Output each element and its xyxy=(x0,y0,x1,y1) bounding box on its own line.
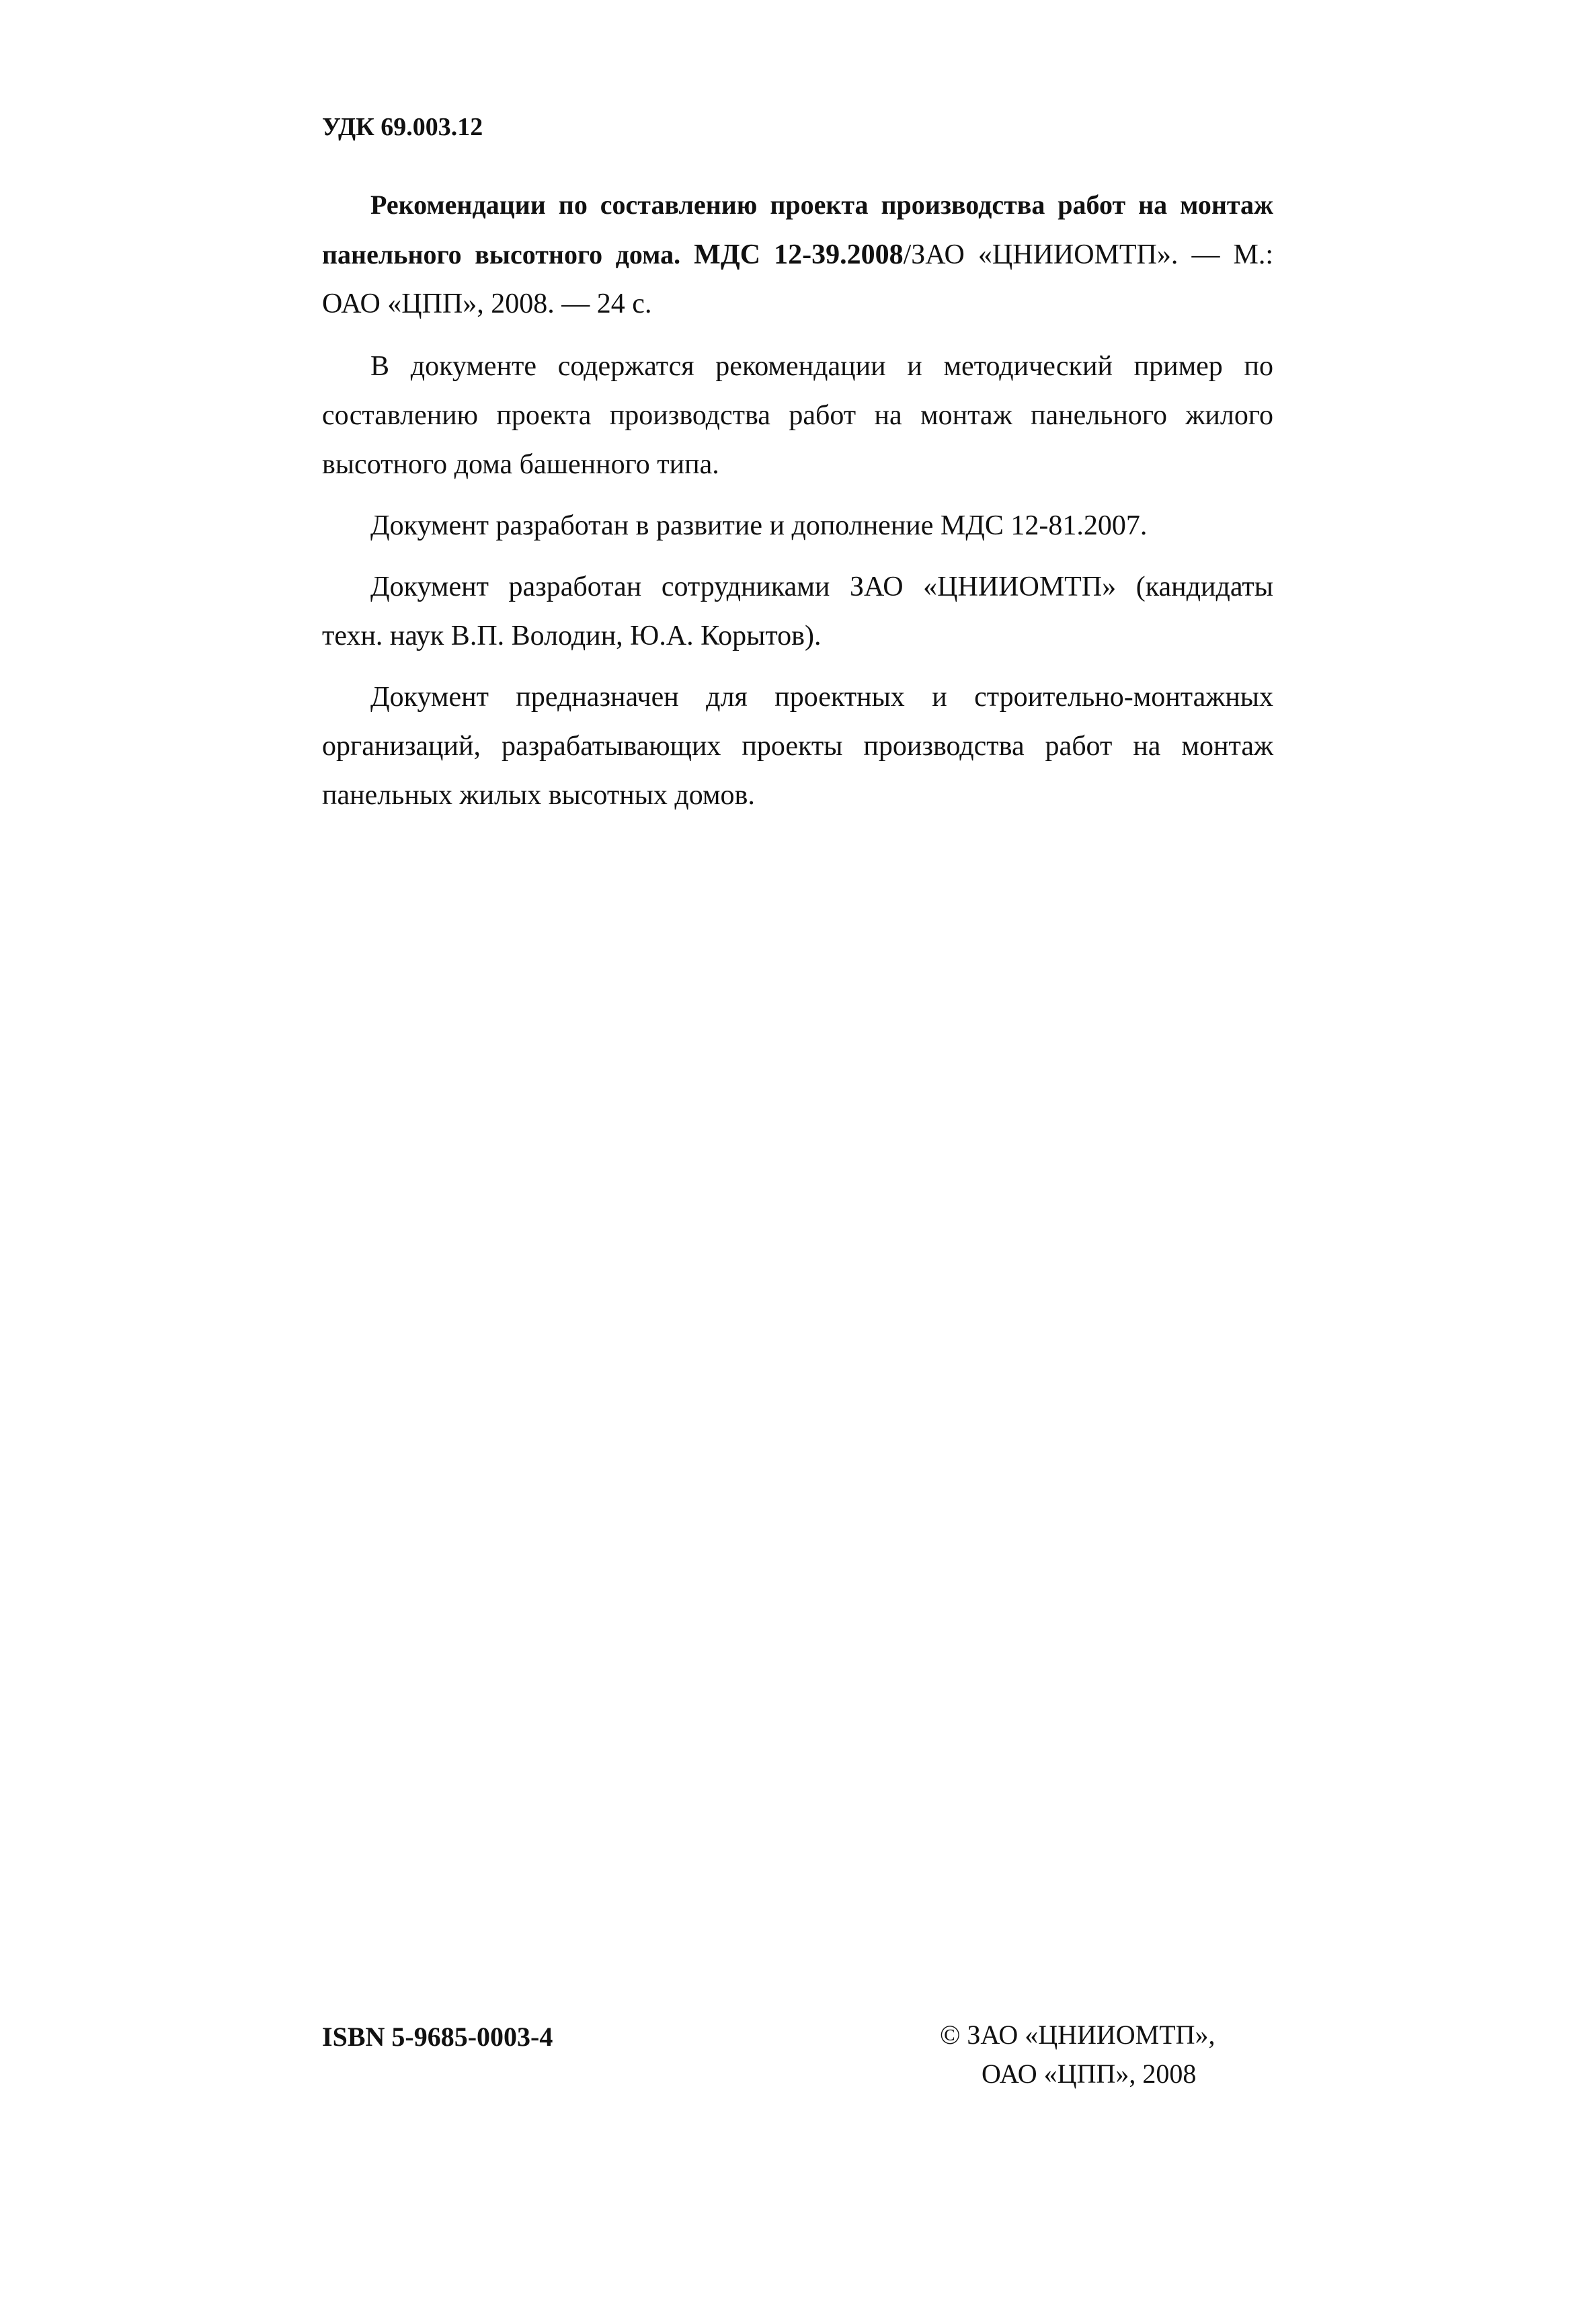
paragraph-purpose: Документ предназначен для проектных и строительно-монтажных организаций, разрабатывающих проекты производства работ на монтаж панельных жилых высотных домов. xyxy=(322,682,1273,811)
paragraph-development: Документ разработан в развитие и дополнение МДС 12-81.2007. xyxy=(370,510,1148,541)
copyright-line-2: ОАО «ЦПП», 2008 xyxy=(982,2059,1197,2089)
citation-title: Рекомендации по составлению проекта производства работ на монтаж панельного высотного дома. xyxy=(322,190,1273,270)
paragraph-authors: Документ разработан сотрудниками ЗАО «ЦНИИОМТП» (кандидаты техн. наук В.П. Володин, Ю.А. Корытов). xyxy=(322,571,1273,651)
copyright-line-1: © ЗАО «ЦНИИОМТП», xyxy=(940,2020,1215,2050)
paragraph-contents: В документе содержатся рекомендации и методический пример по составлению проекта производства работ на монтаж панельного жилого высотного дома башенного типа. xyxy=(322,351,1273,480)
bibliographic-citation xyxy=(322,180,1273,329)
document-body xyxy=(322,180,1273,832)
citation-code: МДС 12-39.2008 xyxy=(694,239,904,270)
udk-code: УДК 69.003.12 xyxy=(322,113,483,141)
isbn: ISBN 5-9685-0003-4 xyxy=(322,2022,553,2052)
copyright-notice xyxy=(940,2016,1215,2094)
citation-publisher: /ЗАО «ЦНИИОМТП». — М.: ОАО «ЦПП», 2008. — 24 с. xyxy=(322,239,1273,319)
